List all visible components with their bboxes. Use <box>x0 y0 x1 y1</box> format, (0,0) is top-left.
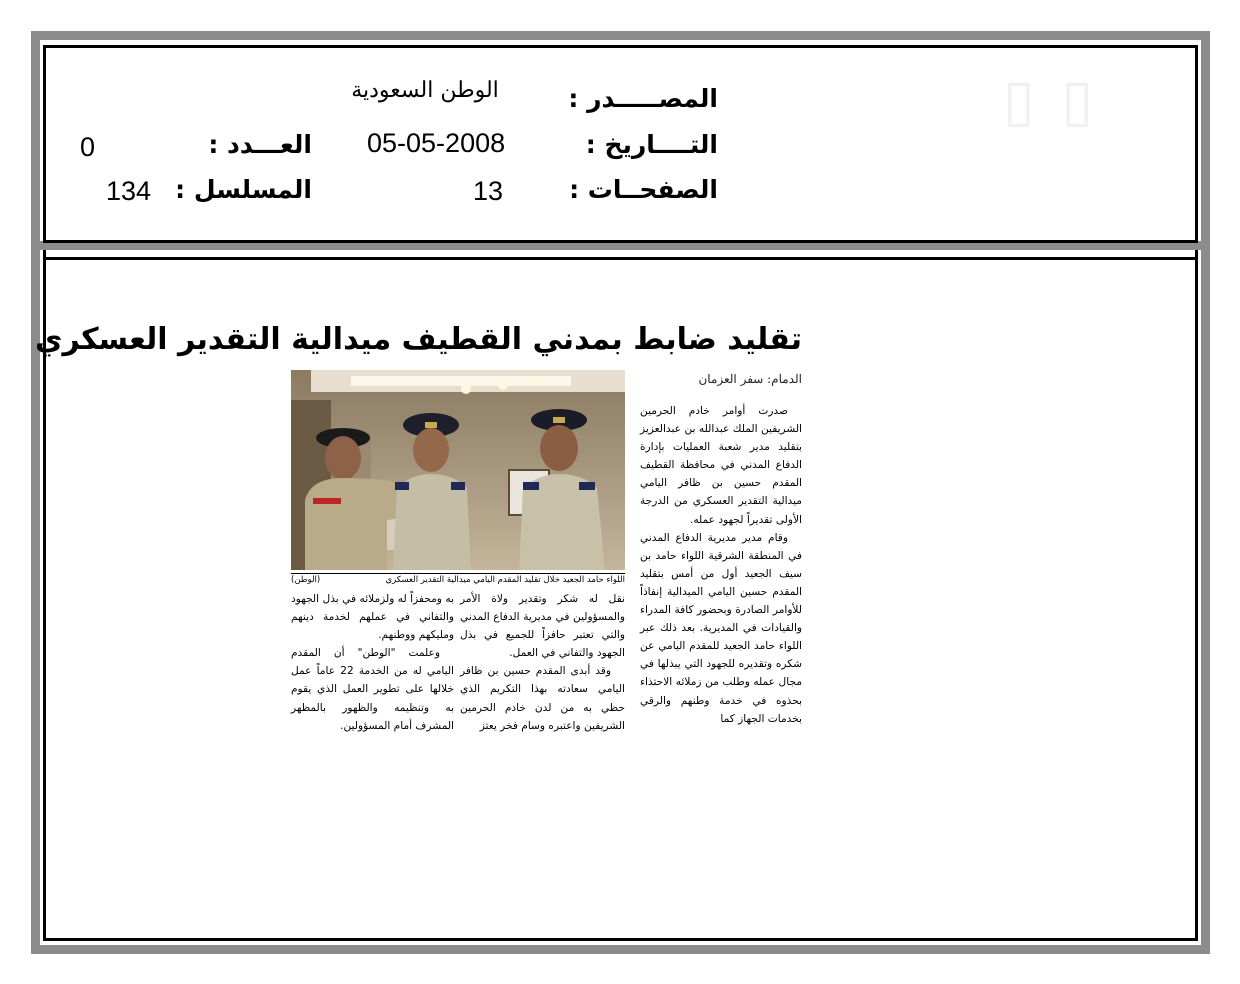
source-value: الوطن السعودية <box>351 78 499 103</box>
serial-label: المسلسل : <box>175 175 312 204</box>
article-column-2 <box>460 590 625 735</box>
photo-caption-credit: (الوطن) <box>291 575 321 585</box>
article-column-3 <box>291 590 454 735</box>
pages-value: 13 <box>473 176 504 206</box>
header-separator-line-top <box>43 240 1198 243</box>
column-3-paragraph-2: وعلمت "الوطن" أن المقدم اليامي له من الخدمة 22 عاماً عمل خلالها على تطوير العمل الذي يقوم به وتنظيمه والظهور بالمظهر المشرف أمام المسؤولين. <box>291 647 455 732</box>
article-headline: تقليد ضابط بمدني القطيف ميدالية التقدير العسكري <box>34 322 802 357</box>
issue-label: العـــدد : <box>208 130 312 159</box>
source-label: المصـــــدر : <box>568 84 718 113</box>
photo-caption-text: اللواء حامد الجعيد خلال تقليد المقدم اليامي ميدالية التقدير العسكري <box>385 575 625 585</box>
article-byline: الدمام: سفر العزمان <box>698 372 802 386</box>
article-column-1 <box>640 402 802 728</box>
date-value: 05-05-2008 <box>367 128 506 158</box>
date-label: التــــاريخ : <box>585 130 718 159</box>
column-1-paragraph-2: وقام مدير مديرية الدفاع المدني في المنطقة الشرقية اللواء حامد بن سيف الجعيد أول من أمس بتقليد المقدم حسين اليامي الميدالية إنفاذاً للأوامر الصادرة وبحضور كافة المدراء والقيادات في المديرية. بعد ذلك عبر اللواء حامد الجعيد للمقدم اليامي عن شكره وتقديره للجهود التي يبذلها في مجال عمله وطلب من زملائه الاحتذاء بحذوه في خدمة وطنهم والرقي بخدمات الجهاز كما <box>640 531 802 725</box>
column-3-paragraph-1: به ومحفزاً له ولزملائه في بذل الجهود والتفاني في عملهم لخدمة دينهم ومليكهم ووطنهم. <box>291 593 454 642</box>
article-photo <box>291 370 625 570</box>
issue-value: 0 <box>80 132 96 162</box>
officers-photo-illustration <box>291 370 625 570</box>
header-separator-line-bottom <box>43 257 1198 260</box>
column-2-paragraph-1: نقل له شكر وتقدير ولاة الأمر والمسؤولين في مديرية الدفاع المدني والتي تعتبر حافزاً للجميع في بذل الجهود والتفاني في العمل. <box>460 593 625 660</box>
faint-watermark: ▯ ▯ <box>1002 66 1098 134</box>
serial-value: 134 <box>106 176 152 206</box>
column-1-paragraph-1: صدرت أوامر خادم الحرمين الشريفين الملك عبدالله بن عبدالعزيز بتقليد مدير شعبة العمليات بإدارة الدفاع المدني في محافظة القطيف المقدم حسين بن ظافر اليامي ميدالية التقدير العسكري من الدرجة الأولى تقديراً لجهود عمله. <box>640 405 802 526</box>
pages-label: الصفحــات : <box>569 175 718 204</box>
photo-caption <box>291 573 625 587</box>
column-2-paragraph-2: وقد أبدى المقدم حسين بن ظافر اليامي سعادته بهذا التكريم الذي حظي به من لدن خادم الحرمين الشريفين واعتبره وسام فخر يعتز <box>460 665 625 732</box>
